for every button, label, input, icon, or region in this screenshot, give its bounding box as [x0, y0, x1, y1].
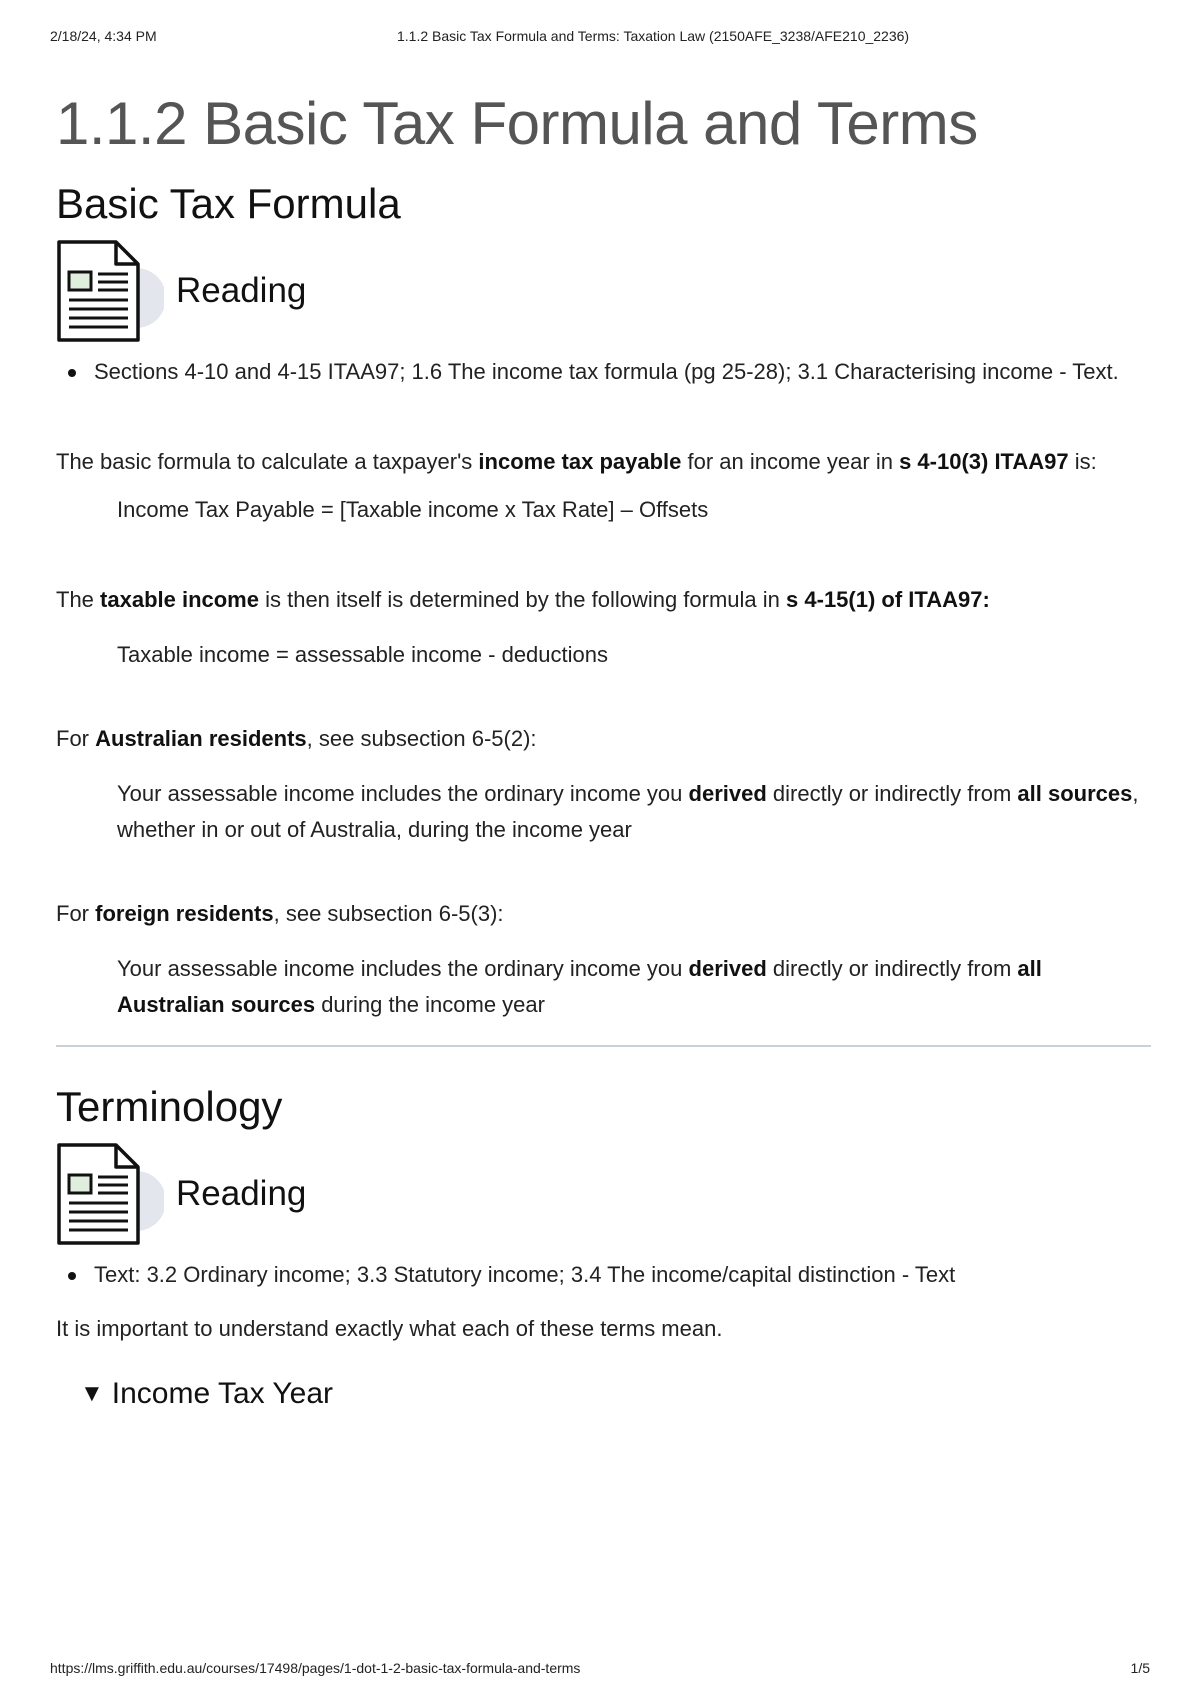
formula-tax-payable: Income Tax Payable = [Taxable income x Tax Rate] – Offsets [117, 497, 709, 522]
details-toggle-income-tax-year[interactable] [80, 1377, 1146, 1411]
section-divider [56, 1045, 1151, 1047]
section-heading-terminology: Terminology [56, 1083, 283, 1130]
paragraph-taxable-income: The taxable income is then itself is determined by the following formula in s 4-15(1) of ITAA97: [56, 587, 990, 612]
print-header [0, 28, 1200, 48]
triangle-down-icon: ▼ [80, 1380, 104, 1407]
reading-label: Reading [176, 1174, 307, 1213]
details-heading-label: Income Tax Year [111, 1377, 334, 1410]
paragraph-foreign-residents: For foreign residents, see subsection 6-5(3): [56, 901, 504, 926]
list-item: Sections 4-10 and 4-15 ITAA97; 1.6 The income tax formula (pg 25-28); 3.1 Characterising income - Text. [94, 354, 1146, 390]
print-doc-title: 1.1.2 Basic Tax Formula and Terms: Taxation Law (2150AFE_3238/AFE210_2236) [397, 28, 910, 44]
paragraph-terminology-intro: It is important to understand exactly what each of these terms mean. [56, 1316, 723, 1341]
print-footer [0, 1660, 1200, 1680]
reading-list [56, 1257, 1146, 1293]
list-item: Text: 3.2 Ordinary income; 3.3 Statutory income; 3.4 The income/capital distinction - Text [94, 1257, 1146, 1293]
quote-foreign-residents: Your assessable income includes the ordinary income you derived directly or indirectly from all Australian sources during the income year [117, 956, 1042, 1017]
section-heading-basic-tax-formula: Basic Tax Formula [56, 180, 401, 227]
quote-australian-residents: Your assessable income includes the ordinary income you derived directly or indirectly from all sources, whether in or out of Australia, during the income year [117, 781, 1139, 842]
document-icon [56, 1141, 164, 1251]
paragraph-tax-payable: The basic formula to calculate a taxpayer's income tax payable for an income year in s 4-10(3) ITAA97 is: [56, 449, 1097, 474]
reading-list [56, 354, 1146, 390]
page-url: https://lms.griffith.edu.au/courses/17498/pages/1-dot-1-2-basic-tax-formula-and-terms [50, 1660, 581, 1676]
reading-label: Reading [176, 271, 307, 310]
document-icon [56, 238, 164, 348]
reading-callout [56, 238, 1146, 348]
paragraph-australian-residents: For Australian residents, see subsection 6-5(2): [56, 726, 537, 751]
reading-callout [56, 1141, 1146, 1251]
page-number: 1/5 [1130, 1660, 1150, 1676]
page-title: 1.1.2 Basic Tax Formula and Terms [56, 90, 978, 157]
page-content [56, 86, 1146, 1411]
formula-taxable-income: Taxable income = assessable income - deductions [117, 642, 608, 667]
print-date: 2/18/24, 4:34 PM [50, 28, 157, 44]
